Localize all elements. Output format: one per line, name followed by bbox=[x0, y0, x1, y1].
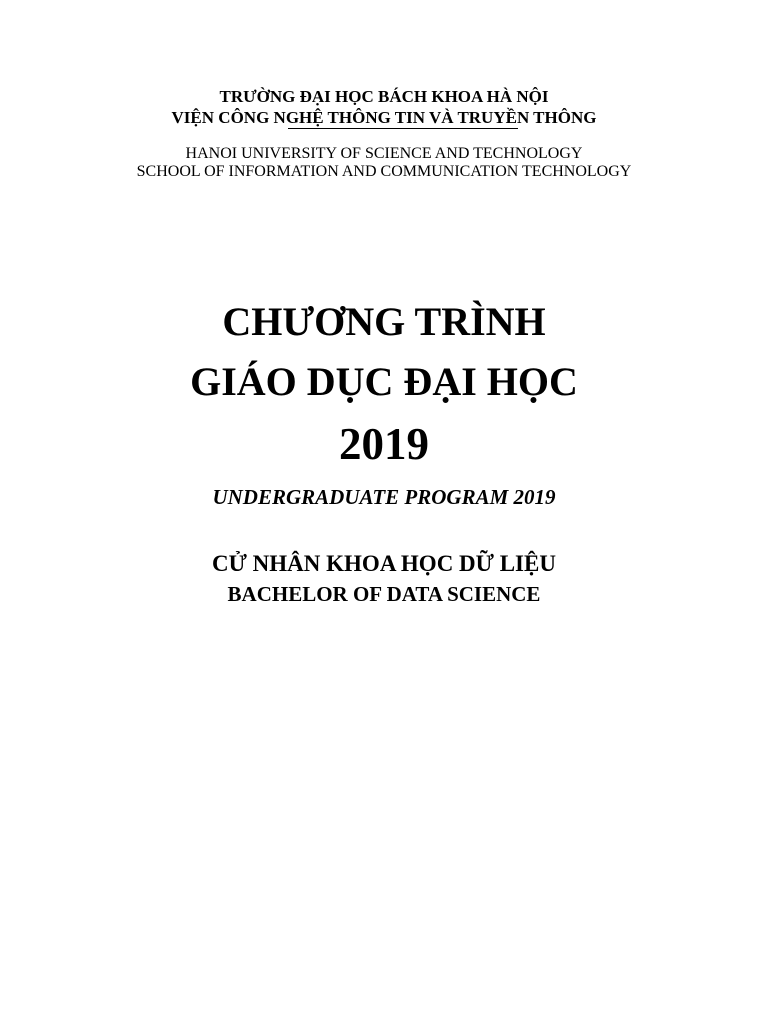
university-name-vietnamese: TRƯỜNG ĐẠI HỌC BÁCH KHOA HÀ NỘI bbox=[219, 87, 549, 106]
title-line-1: CHƯƠNG TRÌNH bbox=[222, 299, 546, 344]
title-line-2: GIÁO DỤC ĐẠI HỌC bbox=[190, 359, 578, 404]
program-subtitle-english: UNDERGRADUATE PROGRAM 2019 bbox=[212, 485, 556, 509]
degree-name-vietnamese: CỬ NHÂN KHOA HỌC DỮ LIỆU bbox=[212, 551, 556, 576]
header-underline bbox=[288, 128, 518, 129]
degree-name-english: BACHELOR OF DATA SCIENCE bbox=[227, 582, 541, 606]
title-year: 2019 bbox=[339, 419, 429, 469]
school-name-english: SCHOOL OF INFORMATION AND COMMUNICATION TECHNOLOGY bbox=[136, 163, 632, 180]
school-name-vietnamese: VIỆN CÔNG NGHỆ THÔNG TIN VÀ TRUYỀN THÔNG bbox=[171, 108, 597, 127]
university-name-english: HANOI UNIVERSITY OF SCIENCE AND TECHNOLOGY bbox=[185, 145, 583, 162]
